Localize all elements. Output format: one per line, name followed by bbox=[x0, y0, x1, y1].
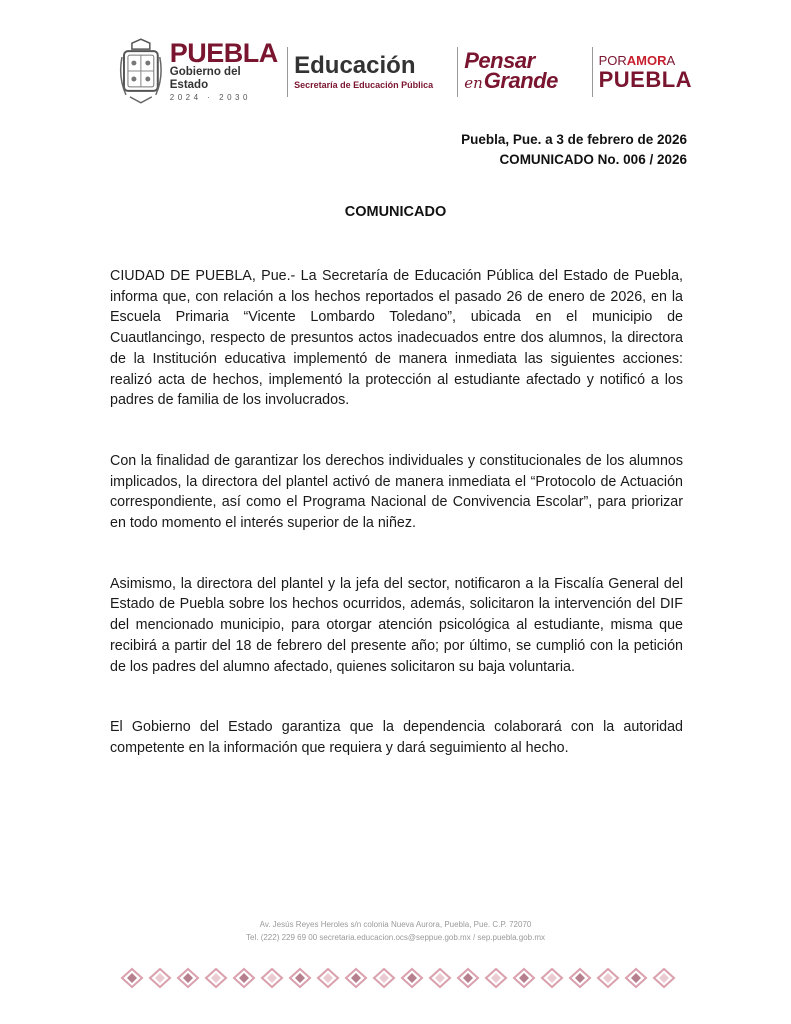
education-logo bbox=[294, 53, 451, 91]
decorative-pattern bbox=[118, 966, 678, 990]
pattern-motif bbox=[150, 969, 170, 987]
en-word: en bbox=[464, 74, 483, 92]
pattern-motif bbox=[402, 969, 422, 987]
paragraph: Asimismo, la directora del plantel y la jefa del sector, notificaron a la Fiscalía General del Estado de Puebla sobre los hechos ocurridos, además, solicitaron la intervención del DIF del mencionado municipio, para otorgar atención psicológica al estudiante, misma que recibirá a partir del 18 de febrero del presente año; por último, se cumplió con la petición de los padres del alumno afectado, quienes solicitaron su baja voluntaria. bbox=[110, 575, 683, 675]
footer-address: Av. Jesús Reyes Heroles s/n colonia Nueva Aurora, Puebla, Pue. C.P. 72070 bbox=[259, 920, 532, 929]
puebla-logo-title: PUEBLA bbox=[169, 38, 278, 68]
education-logo-subtitle: Secretaría de Educación Pública bbox=[294, 80, 434, 90]
amor-puebla-word: PUEBLA bbox=[598, 67, 693, 92]
pattern-motif bbox=[234, 969, 254, 987]
puebla-logo bbox=[170, 40, 281, 104]
pattern-motif bbox=[486, 969, 506, 987]
state-seal-icon bbox=[118, 37, 164, 107]
pattern-motif bbox=[178, 969, 198, 987]
pattern-motif bbox=[654, 969, 674, 987]
a-word: A bbox=[666, 53, 676, 68]
education-logo-title: Educación bbox=[294, 52, 416, 79]
pattern-motif bbox=[626, 969, 646, 987]
pattern-motif bbox=[514, 969, 534, 987]
paragraph: Con la finalidad de garantizar los derechos individuales y constitucionales de los alumnos implicados, la directora del plantel activó de manera inmediata el “Protocolo de Actuación correspondiente, así como el Programa Nacional de Convivencia Escolar”, para priorizar en todo momento el interés superior de la niñez. bbox=[110, 452, 683, 532]
pattern-motif bbox=[598, 969, 618, 987]
por-amor-a-puebla-logo bbox=[599, 53, 698, 91]
footer bbox=[0, 918, 791, 944]
pattern-motif bbox=[570, 969, 590, 987]
document-body bbox=[110, 266, 683, 799]
pensar-word: Pensar bbox=[464, 48, 535, 73]
pattern-motif bbox=[346, 969, 366, 987]
pattern-motif bbox=[542, 969, 562, 987]
place-date: Puebla, Pue. a 3 de febrero de 2026 bbox=[461, 132, 687, 147]
pattern-motif bbox=[318, 969, 338, 987]
puebla-logo-subtitle: Gobierno del Estado bbox=[169, 66, 241, 91]
pattern-motif bbox=[458, 969, 478, 987]
puebla-logo-years: 2024 · 2030 bbox=[169, 93, 251, 102]
pensar-en-grande-logo bbox=[464, 48, 585, 93]
pattern-motif bbox=[206, 969, 226, 987]
letterhead bbox=[118, 34, 698, 110]
communique-number: COMUNICADO No. 006 / 2026 bbox=[499, 152, 687, 167]
document-title: COMUNICADO bbox=[344, 204, 447, 220]
logo-divider bbox=[592, 47, 593, 97]
dateline bbox=[461, 130, 687, 170]
pattern-motif bbox=[290, 969, 310, 987]
por-word: POR bbox=[598, 53, 627, 68]
logo-divider bbox=[287, 47, 288, 97]
amor-word: AMOR bbox=[626, 53, 667, 68]
paragraph: CIUDAD DE PUEBLA, Pue.- La Secretaría de Educación Pública del Estado de Puebla, informa que, con relación a los hechos reportados el pasado 26 de enero de 2026, en la Escuela Primaria “Vicente Lombardo Toledano”, ubicada en el municipio de Cuautlancingo, respecto de presuntos actos inadecuados entre dos alumnos, la directora de la Institución educativa implementó de manera inmediata las siguientes acciones: realizó acta de hechos, implementó la protección al estudiante afectado y notificó a los padres de familia de los involucrados. bbox=[110, 268, 683, 409]
pattern-motif bbox=[430, 969, 450, 987]
logo-divider bbox=[457, 47, 458, 97]
pattern-motif bbox=[122, 969, 142, 987]
paragraph: El Gobierno del Estado garantiza que la dependencia colaborará con la autoridad competente en la información que requiera y dará seguimiento al hecho. bbox=[110, 719, 683, 756]
pattern-motif bbox=[262, 969, 282, 987]
pattern-motif bbox=[374, 969, 394, 987]
footer-contact: Tel. (222) 229 69 00 secretaria.educacion.ocs@seppue.gob.mx / sep.puebla.gob.mx bbox=[246, 933, 545, 942]
grande-word: Grande bbox=[483, 68, 558, 93]
